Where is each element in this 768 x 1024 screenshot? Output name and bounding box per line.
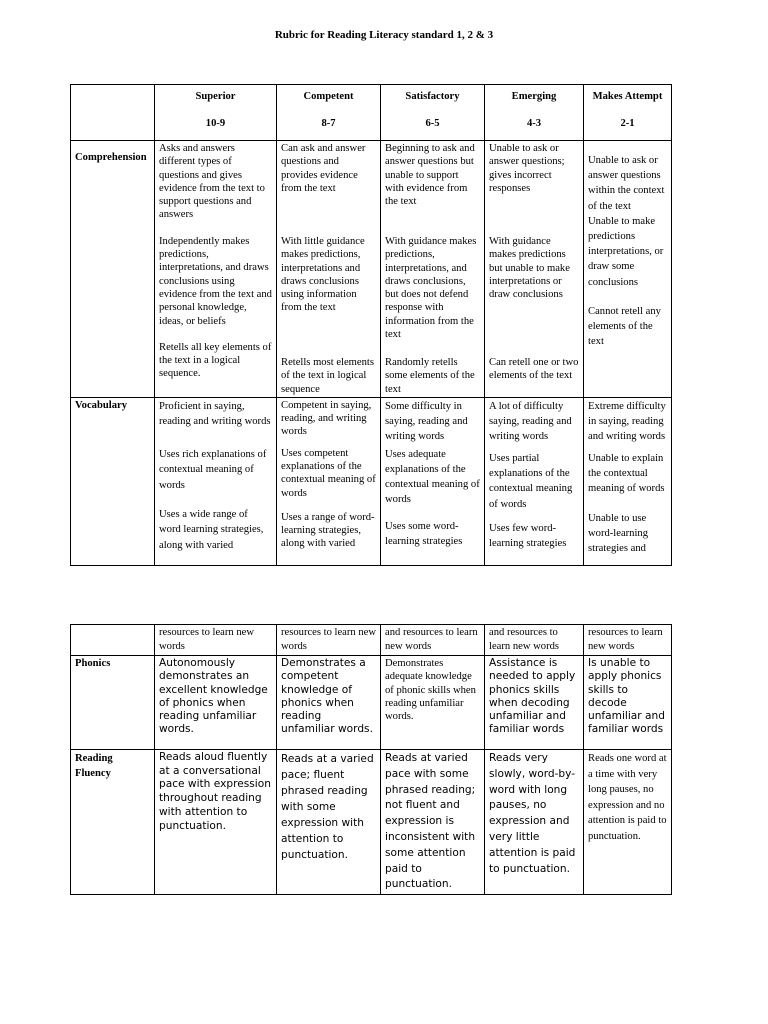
row-label-comprehension: Comprehension — [71, 141, 155, 398]
criterion-text: Unable to ask or answer questions; gives incorrect responses — [489, 143, 565, 194]
level-name: Competent — [303, 91, 354, 102]
continued-empty-cell — [71, 625, 155, 656]
header-satisfactory — [381, 85, 485, 141]
phonics-emerging: Assistance is needed to apply phonics skills when decoding unfamiliar and familiar words — [485, 656, 584, 750]
vocabulary-satisfactory — [381, 397, 485, 565]
comprehension-makes-attempt — [584, 141, 672, 398]
criterion-text: Randomly retells some elements of the text — [385, 357, 475, 395]
criterion-text: Asks and answers different types of questions and gives evidence from the text to support questions and answers — [159, 143, 265, 221]
criterion-text: Unable to explain the contextual meaning of words — [588, 452, 665, 495]
criterion-text: Extreme difficulty in saying, reading and writing words — [588, 400, 666, 443]
level-name: Emerging — [511, 91, 557, 102]
continued-superior: resources to learn new words — [155, 625, 277, 656]
continued-competent: resources to learn new words — [277, 625, 381, 656]
header-competent — [277, 85, 381, 141]
rubric-table-page-2 — [70, 624, 672, 895]
level-score: 2-1 — [620, 118, 635, 130]
comprehension-satisfactory — [381, 141, 485, 398]
criterion-text: Retells most elements of the text in logical sequence — [281, 357, 374, 395]
criterion-text: Retells all key elements of the text in a logical sequence. — [159, 341, 272, 380]
criterion-text: Uses a wide range of word learning strategies, along with varied — [159, 508, 264, 551]
criterion-text: Cannot retell any elements of the text — [588, 305, 661, 348]
header-row — [71, 85, 672, 141]
phonics-competent: Demonstrates a competent knowledge of phonics when reading unfamiliar words. — [277, 656, 381, 750]
vocabulary-competent — [277, 397, 381, 565]
comprehension-row — [71, 141, 672, 398]
vocabulary-row — [71, 397, 672, 565]
phonics-makes-attempt: Is unable to apply phonics skills to decode unfamiliar and familiar words — [584, 656, 672, 750]
criterion-text: Unable to use word-learning strategies and — [588, 512, 649, 555]
row-label-phonics: Phonics — [71, 656, 155, 750]
criterion-text: With guidance makes predictions but unable to make interpretations or draw conclusions — [489, 236, 570, 301]
continued-satisfactory: and resources to learn new words — [381, 625, 485, 656]
criterion-text: Uses partial explanations of the contextual meaning of words — [489, 452, 573, 510]
fluency-emerging: Reads very slowly, word-by-word with long pauses, no expression and very little attention is paid to punctuation. — [485, 750, 584, 895]
criterion-text: Unable to ask or answer questions within the context of the text — [588, 155, 665, 212]
fluency-row — [71, 750, 672, 895]
phonics-row — [71, 656, 672, 750]
header-superior — [155, 85, 277, 141]
comprehension-competent — [277, 141, 381, 398]
continued-makes-attempt: resources to learn new words — [584, 625, 672, 656]
criterion-text: Uses adequate explanations of the contextual meaning of words — [385, 448, 480, 505]
criterion-text: Can retell one or two elements of the text — [489, 357, 579, 382]
fluency-satisfactory: Reads at varied pace with some phrased reading; not fluent and expression is inconsistent with some attention paid to punctuation. — [381, 750, 485, 895]
continued-emerging: and resources to learn new words — [485, 625, 584, 656]
row-label-vocabulary: Vocabulary — [71, 397, 155, 565]
level-score: 6-5 — [425, 118, 440, 130]
vocabulary-emerging — [485, 397, 584, 565]
level-score: 8-7 — [321, 118, 336, 130]
criterion-text: With little guidance makes predictions, interpretations and draws conclusions using information from the text — [281, 236, 365, 314]
criterion-text: Uses a range of word-learning strategies, along with varied — [281, 511, 375, 550]
criterion-text: Proficient in saying, reading and writing words — [159, 400, 271, 428]
comprehension-superior — [155, 141, 277, 398]
header-empty-cell — [71, 85, 155, 141]
criterion-text: Some difficulty in saying, reading and writing words — [385, 400, 468, 442]
fluency-makes-attempt: Reads one word at a time with very long pauses, no expression and no attention is paid to punctuation. — [584, 750, 672, 895]
fluency-superior: Reads aloud fluently at a conversational pace with expression throughout reading with attention to punctuation. — [155, 750, 277, 895]
vocabulary-superior — [155, 397, 277, 565]
criterion-text: Uses rich explanations of contextual meaning of words — [159, 448, 267, 491]
row-label-reading-fluency: Reading Fluency — [71, 750, 155, 895]
level-name: Superior — [195, 91, 236, 102]
vocabulary-makes-attempt — [584, 397, 672, 565]
criterion-text: Competent in saying, reading, and writing words — [281, 399, 372, 438]
phonics-superior: Autonomously demonstrates an excellent knowledge of phonics when reading unfamiliar words. — [155, 656, 277, 750]
comprehension-emerging — [485, 141, 584, 398]
level-name: Satisfactory — [405, 91, 460, 102]
rubric-table-page-1 — [70, 84, 672, 566]
criterion-text: Beginning to ask and answer questions but unable to support with evidence from the text — [385, 143, 475, 208]
criterion-text: Independently makes predictions, interpretations, and draws conclusions using evidence from the text and personal knowledge, ideas, or beliefs — [159, 235, 272, 327]
level-name: Makes Attempt — [592, 91, 663, 102]
criterion-text: Uses few word-learning strategies — [489, 522, 567, 550]
criterion-text: Unable to make predictions interpretations, or draw some conclusions — [588, 215, 664, 288]
criterion-text: Uses some word-learning strategies — [385, 520, 463, 547]
level-score: 10-9 — [205, 118, 226, 130]
criterion-text: Can ask and answer questions and provides evidence from the text — [281, 143, 366, 194]
criterion-text: Uses competent explanations of the contextual meaning of words — [281, 447, 376, 499]
continued-row — [71, 625, 672, 656]
level-score: 4-3 — [526, 118, 542, 130]
fluency-competent: Reads at a varied pace; fluent phrased reading with some expression with attention to punctuation. — [277, 750, 381, 895]
header-makes-attempt — [584, 85, 672, 141]
criterion-text: A lot of difficulty saying, reading and writing words — [489, 400, 572, 443]
criterion-text: With guidance makes predictions, interpretations, and draws conclusions, but does not defend response with information from the text — [385, 236, 477, 341]
phonics-satisfactory: Demonstrates adequate knowledge of phonic skills when reading unfamiliar words. — [381, 656, 485, 750]
document-title: Rubric for Reading Literacy standard 1, 2 & 3 — [274, 29, 494, 41]
header-emerging — [485, 85, 584, 141]
